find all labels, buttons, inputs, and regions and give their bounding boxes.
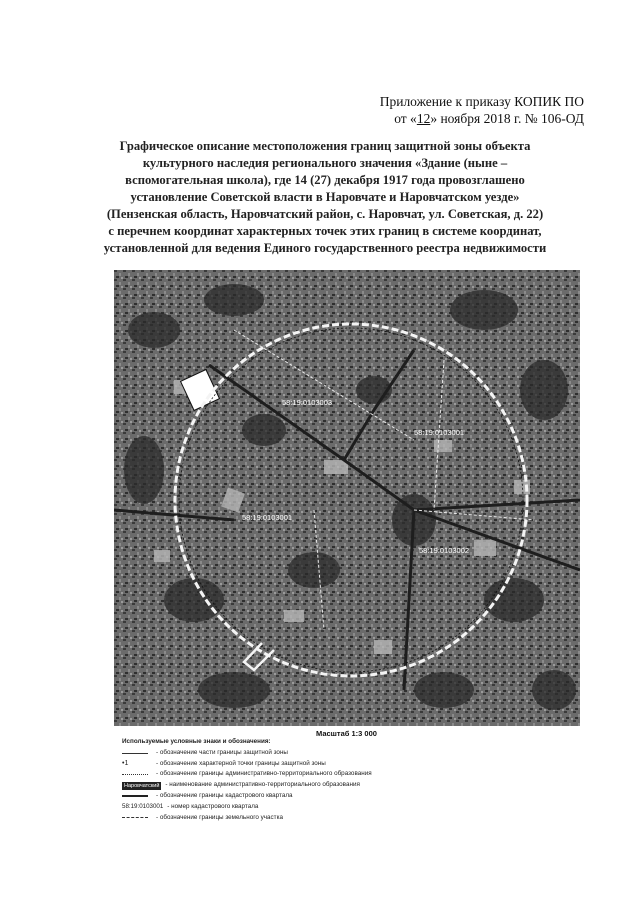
parcel-label: 58:19:0103001 [414, 428, 465, 437]
legend-title: Используемые условные знаки и обозначения: [122, 738, 271, 745]
legend-text: - наименование административно-территориального образования [165, 781, 360, 789]
legend-text: - обозначение части границы защитной зоны [156, 748, 288, 756]
parcel-label: 58:19:0103001 [242, 513, 293, 522]
legend-item [122, 802, 482, 813]
legend-text: - обозначение границы земельного участка [156, 813, 283, 821]
line-symbol [122, 748, 156, 758]
legend-text: - обозначение границы административно-территориального образования [156, 770, 372, 778]
title-line: с перечнем координат характерных точек этих границ в системе координат, [108, 224, 542, 238]
title-line: (Пензенская область, Наровчатский район, с. Наровчат, ул. Советская, д. 22) [106, 207, 544, 221]
appendix-line: Приложение к приказу КОПИК ПО [379, 94, 584, 109]
legend-item [122, 759, 482, 770]
legend-text: - номер кадастрового квартала [167, 802, 259, 810]
point-symbol: •1 [122, 759, 129, 767]
document-title [60, 138, 590, 257]
dotted-line-symbol [122, 770, 156, 780]
title-line: вспомогательная школа), где 14 (27) декабря 1917 года провозглашено [125, 173, 525, 187]
legend-item [122, 769, 482, 780]
legend-item [122, 791, 482, 802]
thick-line-symbol [122, 791, 156, 801]
order-day: 12 [416, 111, 431, 126]
order-date-suffix: » ноября 2018 г. № 106-ОД [430, 111, 584, 126]
order-date-line [224, 110, 584, 127]
parcel-label: 58:19:0103002 [419, 546, 470, 555]
appendix-header [224, 93, 584, 127]
legend-item [122, 780, 482, 791]
title-line: установленной для ведения Единого государственного реестра недвижимости [103, 241, 547, 255]
cadastral-number-symbol: 58:19:0103001 [122, 802, 164, 810]
legend-item [122, 748, 482, 759]
legend-text: - обозначение характерной точки границы защитной зоны [156, 759, 326, 767]
legend-item [122, 813, 482, 824]
legend-text: - обозначение границы кадастрового квартала [156, 791, 293, 799]
title-line: Графическое описание местоположения границ защитной зоны объекта [119, 139, 531, 153]
map-scale: Масштаб 1:3 000 [316, 729, 377, 738]
parcel-label: 58:19:0103003 [282, 398, 333, 407]
aerial-map [114, 270, 580, 726]
name-box-symbol: Наровчатский [124, 782, 160, 789]
dashed-line-symbol [122, 813, 156, 823]
aerial-background [114, 270, 580, 726]
legend [122, 737, 482, 823]
title-line: установление Советской власти в Наровчате и Наровчатском уезде» [130, 190, 520, 204]
map-image [114, 270, 580, 726]
order-date-prefix: от « [394, 111, 417, 126]
title-line: культурного наследия регионального значения «Здание (ныне – [142, 156, 508, 170]
